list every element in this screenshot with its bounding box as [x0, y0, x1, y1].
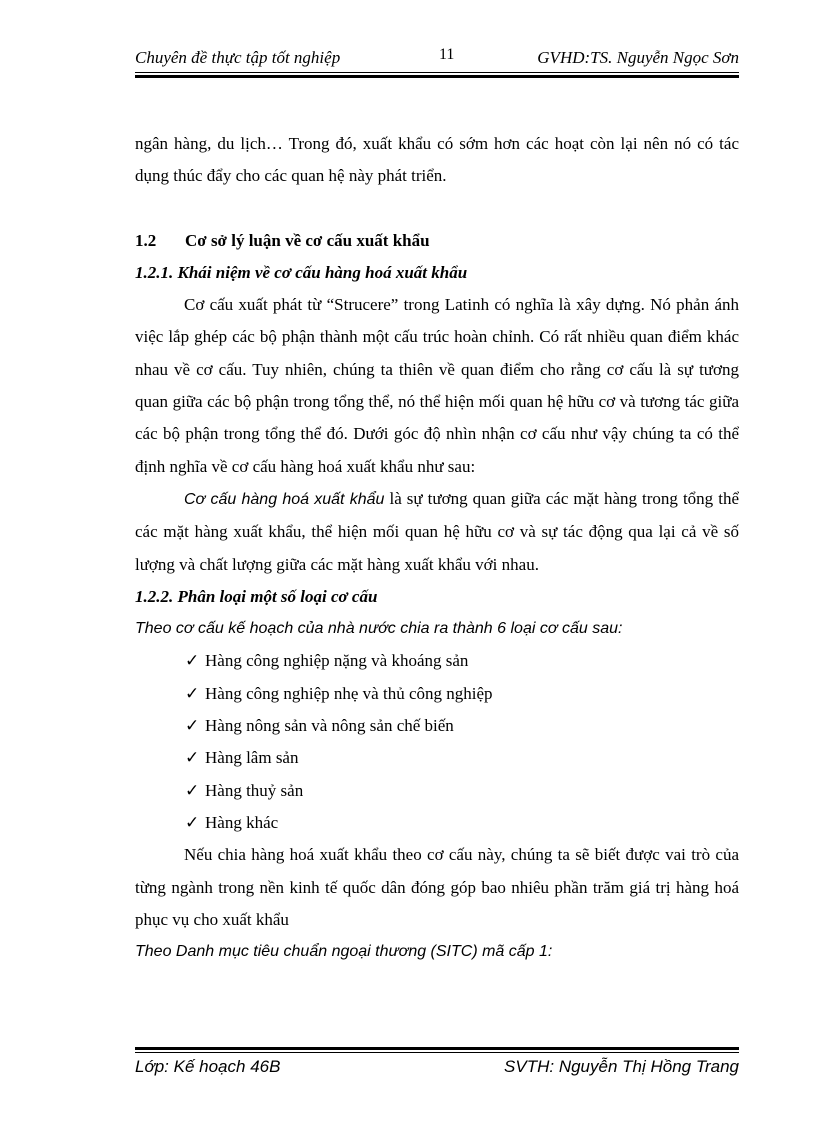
list-item-text: Hàng công nghiệp nhẹ và thủ công nghiệp — [205, 683, 493, 703]
footer-rule-thin — [135, 1052, 739, 1053]
paragraph-concept: Cơ cấu xuất phát từ “Strucere” trong Latinh có nghĩa là xây dựng. Nó phản ánh việc lắp ghép các bộ phận thành một cấu trúc hoàn chỉnh. Có rất nhiều quan điểm khác nhau về cơ cấu. Tuy nhiên, chúng ta thiên về quan điểm cho rằng cơ cấu là sự tương quan giữa các bộ phận trong tổng thể, nó thể hiện mối quan hệ hữu cơ và tương tác giữa các bộ phận trong tổng thể đó. Dưới góc độ nhìn nhận cơ cấu như vậy chúng ta có thể định nghĩa về cơ cấu hàng hoá xuất khẩu như sau: — [135, 295, 739, 476]
page-footer — [135, 1057, 739, 1081]
list-item-text: Hàng nông sản và nông sản chế biến — [205, 716, 454, 736]
footer-rule-thick — [135, 1047, 739, 1050]
paragraph-plan-result: Nếu chia hàng hoá xuất khẩu theo cơ cấu này, chúng ta sẽ biết được vai trò của từng ngành trong nền kinh tế quốc dân đóng góp bao nhiêu phần trăm giá trị hàng hoá phục vụ cho xuất khẩu — [135, 845, 739, 929]
list-item — [185, 742, 739, 774]
list-item — [185, 645, 739, 677]
footer-class: Lớp: Kế hoạch 46B — [135, 1057, 281, 1076]
plan-intro: Theo cơ cấu kế hoạch của nhà nước chia ra thành 6 loại cơ cấu sau: — [135, 620, 623, 638]
paragraph-definition — [135, 483, 739, 581]
section-number: 1.2 — [135, 230, 157, 250]
footer-student: SVTH: Nguyễn Thị Hồng Trang — [504, 1057, 739, 1076]
list-item — [185, 807, 739, 839]
list-item-text: Hàng thuỷ sản — [205, 780, 304, 800]
header-supervisor: GVHD:TS. Nguyễn Ngọc Sơn — [537, 48, 739, 67]
spacer — [135, 193, 739, 225]
subsection-heading-classification: 1.2.2. Phân loại một số loại cơ cấu — [135, 586, 378, 606]
checkmark-icon: ✓ — [185, 812, 200, 832]
plan-category-list — [135, 645, 739, 839]
list-item — [185, 775, 739, 807]
subsection-heading-concept: 1.2.1. Khái niệm về cơ cấu hàng hoá xuất khẩu — [135, 262, 468, 282]
list-item-text: Hàng lâm sản — [205, 748, 299, 768]
checkmark-icon: ✓ — [185, 748, 200, 768]
paragraph-continued: ngân hàng, du lịch… Trong đó, xuất khẩu có sớm hơn các hoạt còn lại nên nó có tác dụng thúc đẩy cho các quan hệ này phát triển. — [135, 134, 739, 186]
definition-term: Cơ cấu hàng hoá xuất khẩu — [184, 490, 385, 508]
list-item-text: Hàng công nghiệp nặng và khoáng sản — [205, 651, 469, 671]
list-item — [185, 678, 739, 710]
checkmark-icon: ✓ — [185, 651, 200, 671]
sitc-intro: Theo Danh mục tiêu chuẩn ngoại thương (SITC) mã cấp 1: — [135, 943, 553, 961]
section-heading — [135, 225, 739, 257]
header-rule-thin — [135, 72, 739, 73]
page-body — [135, 128, 739, 968]
checkmark-icon: ✓ — [185, 716, 200, 736]
header-rule-thick — [135, 75, 739, 78]
section-title: Cơ sở lý luận về cơ cấu xuất khẩu — [185, 230, 430, 250]
checkmark-icon: ✓ — [185, 683, 200, 703]
list-item — [185, 710, 739, 742]
header-course-title: Chuyên đề thực tập tốt nghiệp — [135, 48, 341, 67]
page-number: 11 — [439, 46, 455, 63]
definition-text: là sự tương quan giữa các mặt hàng trong tổng thể các mặt hàng xuất khẩu, thể hiện mối quan hệ hữu cơ và sự tác động qua lại cả về số lượng và chất lượng giữa các mặt hàng xuất khẩu với nhau. — [135, 488, 739, 574]
page-header — [135, 48, 739, 72]
checkmark-icon: ✓ — [185, 780, 200, 800]
list-item-text: Hàng khác — [205, 812, 279, 832]
